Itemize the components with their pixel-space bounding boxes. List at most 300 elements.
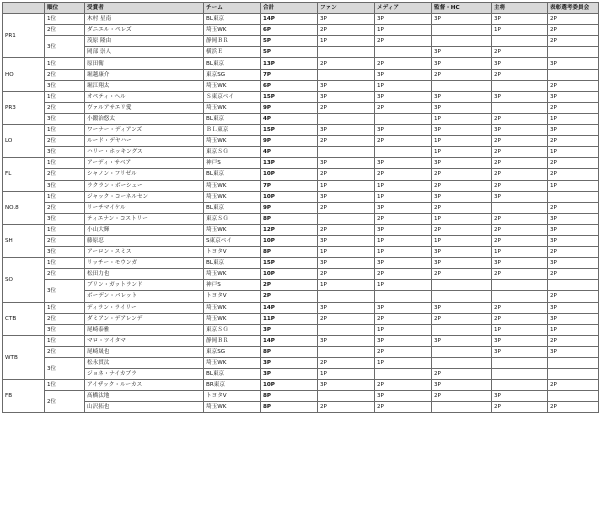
total-cell: 4P (261, 147, 318, 158)
captain-points-cell: 3P (492, 346, 548, 357)
committee-points-cell: 2P (548, 402, 599, 413)
rank-cell: 2位 (45, 235, 85, 246)
team-cell: 埼玉WK (204, 224, 261, 235)
team-cell: 横浜Ｅ (204, 47, 261, 58)
header-row (3, 3, 599, 14)
team-cell: 神戸S (204, 280, 261, 291)
media-points-cell: 2P (375, 402, 432, 413)
coach-points-cell: 3P (432, 380, 492, 391)
rank-cell: 3位 (45, 324, 85, 335)
awardee-cell: リッチー・モウンガ (85, 258, 204, 269)
total-cell: 10P (261, 169, 318, 180)
media-points-cell: 2P (375, 380, 432, 391)
committee-points-cell: 2P (548, 380, 599, 391)
media-points-cell: 2P (375, 346, 432, 357)
captain-points-cell: 1P (492, 25, 548, 36)
table-row (3, 125, 599, 136)
rank-cell: 2位 (45, 102, 85, 113)
table-row (3, 58, 599, 69)
captain-points-cell: 2P (492, 47, 548, 58)
total-cell: 10P (261, 235, 318, 246)
table-row (3, 324, 599, 335)
fan-points-cell (318, 291, 375, 302)
awardee-cell: 山沢拓也 (85, 402, 204, 413)
coach-points-cell (432, 36, 492, 47)
rank-cell: 2位 (45, 313, 85, 324)
team-cell: 静岡ＢＲ (204, 335, 261, 346)
team-cell: 東京SG (204, 346, 261, 357)
position-cell: FL (3, 158, 45, 191)
fan-points-cell: 3P (318, 235, 375, 246)
table-row (3, 169, 599, 180)
awardee-cell: 堀越康介 (85, 69, 204, 80)
awardee-cell: シャノン・フリゼル (85, 169, 204, 180)
awardee-cell: オペティ・ヘル (85, 91, 204, 102)
media-points-cell: 3P (375, 258, 432, 269)
captain-points-cell (492, 80, 548, 91)
media-points-cell (375, 47, 432, 58)
captain-points-cell: 2P (492, 69, 548, 80)
team-cell: 東京ＳＧ (204, 324, 261, 335)
position-cell: PR1 (3, 14, 45, 58)
team-cell: 東京SG (204, 69, 261, 80)
awardee-cell: ダニエル・ペレズ (85, 25, 204, 36)
team-cell: S東京ベイ (204, 235, 261, 246)
media-points-cell (375, 113, 432, 124)
media-points-cell: 3P (375, 335, 432, 346)
committee-points-cell: 2P (548, 169, 599, 180)
team-cell: 埼玉WK (204, 302, 261, 313)
committee-points-cell (548, 358, 599, 369)
coach-points-cell: 1P (432, 213, 492, 224)
rank-cell: 1位 (45, 58, 85, 69)
rank-cell: 3位 (45, 113, 85, 124)
captain-points-cell: 2P (492, 147, 548, 158)
total-cell: 2P (261, 280, 318, 291)
awardee-cell: アーディ・サベア (85, 158, 204, 169)
coach-points-cell: 3P (432, 247, 492, 258)
fan-points-cell: 1P (318, 36, 375, 47)
total-cell: 7P (261, 69, 318, 80)
rank-cell: 1位 (45, 91, 85, 102)
rank-cell: 3位 (45, 36, 85, 58)
awardee-cell: 髙橋汰地 (85, 391, 204, 402)
total-cell: 10P (261, 269, 318, 280)
awardee-cell: ディラン・ライリー (85, 302, 204, 313)
media-points-cell: 3P (375, 14, 432, 25)
table-row (3, 280, 599, 291)
rank-cell: 2位 (45, 269, 85, 280)
media-points-cell (375, 147, 432, 158)
team-cell: 東京ＳＧ (204, 213, 261, 224)
committee-points-cell: 2P (548, 14, 599, 25)
fan-points-cell: 2P (318, 402, 375, 413)
fan-points-cell: 3P (318, 158, 375, 169)
rank-cell: 2位 (45, 136, 85, 147)
team-cell: 埼玉WK (204, 102, 261, 113)
team-cell: 埼玉WK (204, 313, 261, 324)
team-cell: BL東京 (204, 14, 261, 25)
media-points-cell: 3P (375, 391, 432, 402)
awardee-cell: 原田衛 (85, 58, 204, 69)
coach-points-cell: 3P (432, 125, 492, 136)
captain-points-cell: 2P (492, 269, 548, 280)
header-total: 合計 (261, 3, 318, 14)
committee-points-cell: 3P (548, 213, 599, 224)
fan-points-cell (318, 147, 375, 158)
captain-points-cell (492, 202, 548, 213)
header-awardee: 受賞者 (85, 3, 204, 14)
media-points-cell: 1P (375, 358, 432, 369)
media-points-cell: 2P (375, 102, 432, 113)
committee-points-cell: 1P (548, 324, 599, 335)
total-cell: 4P (261, 113, 318, 124)
position-cell: WTB (3, 335, 45, 379)
table-row (3, 291, 599, 302)
captain-points-cell (492, 291, 548, 302)
total-cell: 7P (261, 180, 318, 191)
team-cell: 埼玉WK (204, 136, 261, 147)
total-cell: 14P (261, 302, 318, 313)
media-points-cell: 2P (375, 136, 432, 147)
header-captain: 主将 (492, 3, 548, 14)
captain-points-cell (492, 358, 548, 369)
awardee-cell: 小山大輝 (85, 224, 204, 235)
coach-points-cell: 3P (432, 91, 492, 102)
committee-points-cell (548, 280, 599, 291)
total-cell: 3P (261, 369, 318, 380)
committee-points-cell: 2P (548, 136, 599, 147)
fan-points-cell: 2P (318, 313, 375, 324)
captain-points-cell (492, 36, 548, 47)
fan-points-cell (318, 213, 375, 224)
coach-points-cell: 3P (432, 47, 492, 58)
coach-points-cell: 3P (432, 102, 492, 113)
header-team: チーム (204, 3, 261, 14)
position-cell: CTB (3, 302, 45, 335)
header-media: メディア (375, 3, 432, 14)
committee-points-cell: 3P (548, 58, 599, 69)
captain-points-cell: 2P (492, 402, 548, 413)
position-cell: SH (3, 224, 45, 257)
committee-points-cell: 2P (548, 80, 599, 91)
table-row (3, 247, 599, 258)
captain-points-cell: 2P (492, 158, 548, 169)
fan-points-cell: 3P (318, 302, 375, 313)
coach-points-cell: 2P (432, 69, 492, 80)
captain-points-cell: 3P (492, 335, 548, 346)
team-cell: 東京ＳＧ (204, 147, 261, 158)
captain-points-cell: 3P (492, 191, 548, 202)
media-points-cell: 2P (375, 58, 432, 69)
rank-cell: 2位 (45, 169, 85, 180)
committee-points-cell: 2P (548, 102, 599, 113)
fan-points-cell: 3P (318, 380, 375, 391)
team-cell: 埼玉WK (204, 25, 261, 36)
team-cell: Ｓ東京ベイ (204, 91, 261, 102)
fan-points-cell: 3P (318, 91, 375, 102)
coach-points-cell: 3P (432, 158, 492, 169)
fan-points-cell: 2P (318, 269, 375, 280)
rank-cell: 3位 (45, 80, 85, 91)
captain-points-cell: 3P (492, 125, 548, 136)
captain-points-cell: 2P (492, 213, 548, 224)
fan-points-cell: 1P (318, 369, 375, 380)
table-row (3, 158, 599, 169)
coach-points-cell: 2P (432, 369, 492, 380)
committee-points-cell: 3P (548, 235, 599, 246)
fan-points-cell (318, 113, 375, 124)
committee-points-cell: 3P (548, 302, 599, 313)
awardee-cell: ルード・デヤハー (85, 136, 204, 147)
total-cell: 15P (261, 91, 318, 102)
media-points-cell (375, 369, 432, 380)
rank-cell: 3位 (45, 247, 85, 258)
media-points-cell: 3P (375, 202, 432, 213)
committee-points-cell (548, 369, 599, 380)
media-points-cell: 1P (375, 324, 432, 335)
position-cell: FB (3, 380, 45, 413)
total-cell: 8P (261, 213, 318, 224)
captain-points-cell: 2P (492, 313, 548, 324)
media-points-cell: 2P (375, 213, 432, 224)
awardee-cell: 尾崎泰雅 (85, 324, 204, 335)
total-cell: 9P (261, 136, 318, 147)
coach-points-cell: 2P (432, 391, 492, 402)
rank-cell: 3位 (45, 358, 85, 380)
media-points-cell: 3P (375, 91, 432, 102)
coach-points-cell (432, 25, 492, 36)
team-cell: BL東京 (204, 258, 261, 269)
total-cell: 8P (261, 247, 318, 258)
table-row (3, 25, 599, 36)
total-cell: 14P (261, 335, 318, 346)
coach-points-cell (432, 291, 492, 302)
team-cell: 埼玉WK (204, 402, 261, 413)
awardee-cell: 堀江翔太 (85, 80, 204, 91)
committee-points-cell: 2P (548, 335, 599, 346)
table-row (3, 113, 599, 124)
committee-points-cell: 3P (548, 125, 599, 136)
captain-points-cell (492, 369, 548, 380)
position-cell: NO.8 (3, 191, 45, 224)
coach-points-cell (432, 402, 492, 413)
awardee-cell: ヴァルアサエリ愛 (85, 102, 204, 113)
total-cell: 15P (261, 125, 318, 136)
header-coach: 監督・HC (432, 3, 492, 14)
coach-points-cell: 2P (432, 180, 492, 191)
team-cell: 静岡ＢＲ (204, 36, 261, 47)
captain-points-cell: 2P (492, 136, 548, 147)
media-points-cell: 1P (375, 180, 432, 191)
total-cell: 13P (261, 158, 318, 169)
captain-points-cell: 2P (492, 180, 548, 191)
table-row (3, 369, 599, 380)
media-points-cell: 3P (375, 302, 432, 313)
awardee-cell: 松田力也 (85, 269, 204, 280)
fan-points-cell: 3P (318, 14, 375, 25)
rank-cell: 1位 (45, 302, 85, 313)
team-cell: トヨタV (204, 391, 261, 402)
rank-cell: 1位 (45, 258, 85, 269)
position-cell: LO (3, 125, 45, 158)
awardee-cell: 木村 星南 (85, 14, 204, 25)
rank-cell: 1位 (45, 158, 85, 169)
fan-points-cell: 3P (318, 125, 375, 136)
fan-points-cell: 3P (318, 80, 375, 91)
rank-cell: 2位 (45, 391, 85, 413)
table-row (3, 380, 599, 391)
coach-points-cell: 2P (432, 269, 492, 280)
rank-cell: 1位 (45, 191, 85, 202)
committee-points-cell: 2P (548, 247, 599, 258)
media-points-cell: 1P (375, 247, 432, 258)
coach-points-cell (432, 80, 492, 91)
team-cell: BL東京 (204, 58, 261, 69)
fan-points-cell: 2P (318, 224, 375, 235)
table-row (3, 136, 599, 147)
media-points-cell: 3P (375, 69, 432, 80)
coach-points-cell: 1P (432, 235, 492, 246)
media-points-cell: 2P (375, 36, 432, 47)
fan-points-cell: 2P (318, 169, 375, 180)
media-points-cell: 3P (375, 158, 432, 169)
table-row (3, 302, 599, 313)
team-cell: 埼玉WK (204, 180, 261, 191)
table-row (3, 102, 599, 113)
media-points-cell: 1P (375, 25, 432, 36)
captain-points-cell: 3P (492, 14, 548, 25)
table-row (3, 91, 599, 102)
awardee-cell: ボーデン・バレット (85, 291, 204, 302)
total-cell: 10P (261, 191, 318, 202)
coach-points-cell: 3P (432, 302, 492, 313)
media-points-cell: 1P (375, 191, 432, 202)
fan-points-cell (318, 47, 375, 58)
table-row (3, 258, 599, 269)
awardee-cell: アーロン・スミス (85, 247, 204, 258)
table-row (3, 147, 599, 158)
table-row (3, 36, 599, 47)
coach-points-cell: 1P (432, 136, 492, 147)
media-points-cell: 1P (375, 80, 432, 91)
committee-points-cell: 2P (548, 291, 599, 302)
coach-points-cell (432, 358, 492, 369)
team-cell: BL東京 (204, 369, 261, 380)
total-cell: 3P (261, 324, 318, 335)
captain-points-cell (492, 102, 548, 113)
team-cell: BL東京 (204, 169, 261, 180)
fan-points-cell: 1P (318, 180, 375, 191)
committee-points-cell: 1P (548, 113, 599, 124)
committee-points-cell: 2P (548, 25, 599, 36)
total-cell: 9P (261, 202, 318, 213)
header-position (3, 3, 45, 14)
captain-points-cell: 2P (492, 235, 548, 246)
coach-points-cell: 3P (432, 258, 492, 269)
coach-points-cell: 2P (432, 202, 492, 213)
awardee-cell: 小鍛治悠太 (85, 113, 204, 124)
total-cell: 3P (261, 358, 318, 369)
awards-table-container (2, 2, 599, 413)
team-cell: 埼玉WK (204, 191, 261, 202)
awardee-cell: ジャック・コーネルセン (85, 191, 204, 202)
rank-cell: 2位 (45, 346, 85, 357)
fan-points-cell: 2P (318, 358, 375, 369)
team-cell: ＢＬ東京 (204, 125, 261, 136)
committee-points-cell: 1P (548, 180, 599, 191)
committee-points-cell: 3P (548, 91, 599, 102)
fan-points-cell: 3P (318, 335, 375, 346)
coach-points-cell: 1P (432, 113, 492, 124)
awards-table (2, 2, 599, 413)
coach-points-cell: 2P (432, 224, 492, 235)
awardee-cell: ラクラン・ボーシェー (85, 180, 204, 191)
table-row (3, 202, 599, 213)
media-points-cell: 3P (375, 224, 432, 235)
coach-points-cell: 3P (432, 58, 492, 69)
table-row (3, 180, 599, 191)
rank-cell: 3位 (45, 147, 85, 158)
total-cell: 9P (261, 102, 318, 113)
total-cell: 12P (261, 224, 318, 235)
committee-points-cell (548, 191, 599, 202)
awardee-cell: 尾崎晟也 (85, 346, 204, 357)
table-row (3, 335, 599, 346)
rank-cell: 1位 (45, 224, 85, 235)
table-row (3, 69, 599, 80)
total-cell: 8P (261, 402, 318, 413)
header-rank: 順位 (45, 3, 85, 14)
rank-cell: 2位 (45, 69, 85, 80)
awardee-cell: ブリン・ガットランド (85, 280, 204, 291)
table-row (3, 391, 599, 402)
coach-points-cell: 2P (432, 313, 492, 324)
coach-points-cell (432, 324, 492, 335)
rank-cell: 2位 (45, 25, 85, 36)
awardee-cell: 茂原 隆由 (85, 36, 204, 47)
awardee-cell: ジョネ・ナイカブラ (85, 369, 204, 380)
captain-points-cell: 3P (492, 91, 548, 102)
fan-points-cell (318, 391, 375, 402)
coach-points-cell: 1P (432, 147, 492, 158)
table-row (3, 269, 599, 280)
awardee-cell: 岡部 崇人 (85, 47, 204, 58)
media-points-cell: 2P (375, 313, 432, 324)
coach-points-cell: 3P (432, 191, 492, 202)
fan-points-cell (318, 346, 375, 357)
rank-cell: 1位 (45, 125, 85, 136)
rank-cell: 3位 (45, 213, 85, 224)
captain-points-cell: 2P (492, 302, 548, 313)
media-points-cell: 1P (375, 235, 432, 246)
total-cell: 8P (261, 346, 318, 357)
table-row (3, 191, 599, 202)
captain-points-cell: 3P (492, 258, 548, 269)
rank-cell: 1位 (45, 335, 85, 346)
committee-points-cell: 3P (548, 313, 599, 324)
rank-cell: 3位 (45, 180, 85, 191)
total-cell: 8P (261, 391, 318, 402)
total-cell: 5P (261, 36, 318, 47)
fan-points-cell: 2P (318, 102, 375, 113)
team-cell: 埼玉WK (204, 269, 261, 280)
total-cell: 6P (261, 25, 318, 36)
rank-cell: 3位 (45, 280, 85, 302)
captain-points-cell: 1P (492, 324, 548, 335)
team-cell: トヨタV (204, 247, 261, 258)
position-cell: SO (3, 258, 45, 302)
